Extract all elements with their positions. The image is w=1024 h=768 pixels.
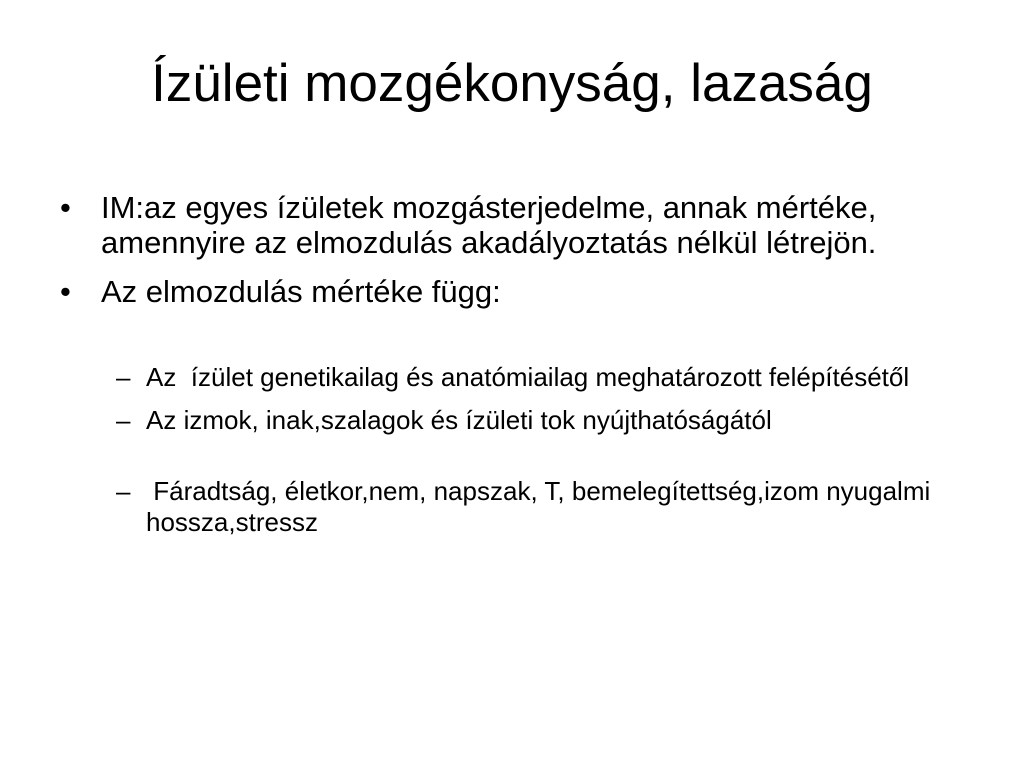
sub-bullet-text: Fáradtság, életkor,nem, napszak, T, bemelegítettség,izom nyugalmi hossza,stressz <box>146 476 938 537</box>
sub-bullet-text: Az ízület genetikailag és anatómiailag meghatározott felépítésétől <box>146 362 910 392</box>
dash-marker: – <box>116 405 131 435</box>
slide-title: Ízületi mozgékonyság, lazaság <box>151 54 873 113</box>
sub-bullet-item <box>60 476 980 538</box>
bullet-text: IM:az egyes ízületek mozgásterjedelme, annak mértéke, amennyire az elmozdulás akadályoztatás nélkül létrejön. <box>101 190 877 260</box>
sub-bullet-item <box>60 405 980 436</box>
sub-bullet-item <box>60 362 980 393</box>
bullet-text: Az elmozdulás mértéke függ: <box>101 274 501 309</box>
bullet-marker: • <box>60 274 71 309</box>
sub-bullet-text: Az izmok, inak,szalagok és ízületi tok nyújthatóságától <box>146 405 772 435</box>
dash-marker: – <box>116 362 131 392</box>
bullet-marker: • <box>60 190 71 225</box>
bullet-item <box>60 274 960 309</box>
dash-marker: – <box>116 476 131 506</box>
bullet-list <box>60 190 960 323</box>
bullet-item <box>60 190 960 260</box>
sub-bullet-list <box>60 362 980 550</box>
